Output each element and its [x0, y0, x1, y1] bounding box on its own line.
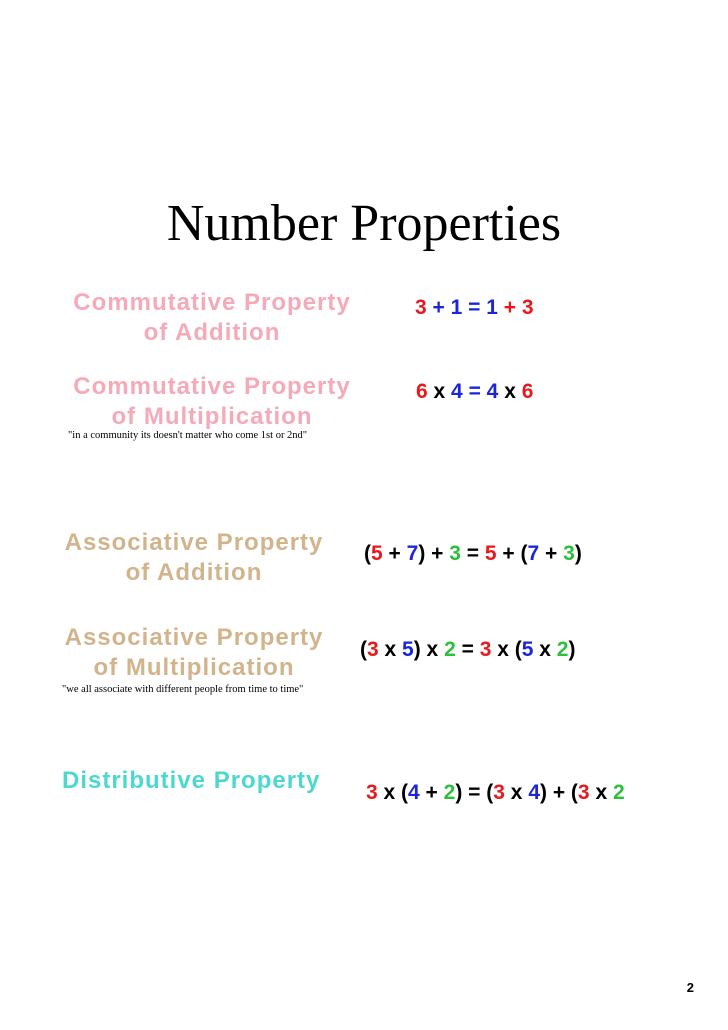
equation-token: + ( [496, 542, 528, 565]
equation-token: 4 [408, 781, 420, 804]
equation-token: 4 [486, 380, 499, 403]
distributive-label [62, 766, 332, 796]
equation-token: 6 [521, 380, 534, 403]
associative-multiplication-equation [360, 637, 575, 663]
equation-token: 3 [479, 638, 492, 661]
equation-token: 5 [371, 542, 383, 565]
distributive-equation [366, 780, 672, 806]
equation-token: = [462, 380, 487, 403]
property-subtitle: of Multiplication [93, 654, 295, 681]
equation-token: = [455, 638, 480, 661]
equation-token: 3 [577, 781, 590, 804]
property-name: Distributive Property [62, 767, 321, 794]
equation-token: = [462, 296, 487, 319]
equation-token: 1 [450, 296, 463, 319]
property-subtitle: of Addition [143, 319, 281, 346]
equation-token: = [460, 542, 485, 565]
commutative-quote: "in a community its doesn't matter who come 1st or 2nd" [68, 430, 308, 441]
associative-addition-equation [364, 541, 582, 567]
page-title: Number Properties [166, 195, 562, 252]
equation-token: 2 [443, 781, 456, 804]
equation-token: x ( [491, 638, 522, 661]
equation-token: 5 [402, 638, 414, 661]
equation-token: ) x [413, 638, 445, 661]
equation-token: 5 [521, 638, 534, 661]
equation-token: ( [360, 638, 367, 661]
equation-token: x [533, 638, 557, 661]
associative-addition-label [46, 528, 342, 588]
property-name: Associative Property [64, 529, 324, 556]
equation-token: ) + [418, 542, 450, 565]
equation-token: ) + ( [540, 781, 578, 804]
equation-token: ) = ( [455, 781, 494, 804]
property-name: Associative Property [64, 624, 324, 651]
equation-token: x ( [377, 781, 409, 804]
equation-token: x [504, 781, 529, 804]
equation-token: ) [568, 638, 576, 661]
equation-token: 3 [493, 781, 505, 804]
equation-token: x [427, 380, 452, 403]
equation-token: 4 [451, 380, 463, 403]
property-subtitle: of Multiplication [111, 403, 313, 430]
commutative-multiplication-label [64, 372, 360, 432]
associative-quote: "we all associate with different people from time to time" [62, 684, 304, 695]
equation-token: x [378, 638, 403, 661]
equation-token: + [419, 781, 444, 804]
equation-token: + [426, 296, 451, 319]
equation-token: + [497, 296, 522, 319]
equation-token: + [382, 542, 407, 565]
equation-token: x [498, 380, 522, 403]
commutative-multiplication-equation [416, 379, 533, 405]
property-name: Commutative Property [73, 373, 351, 400]
equation-token: 2 [556, 638, 569, 661]
equation-token: 3 [415, 296, 427, 319]
property-subtitle: of Addition [125, 559, 263, 586]
property-name: Commutative Property [73, 289, 351, 316]
page-number: 2 [686, 980, 694, 995]
equation-token: 2 [444, 638, 456, 661]
equation-token: 6 [416, 380, 428, 403]
equation-token: 3 [521, 296, 534, 319]
equation-token: 4 [528, 781, 540, 804]
equation-token: 7 [527, 542, 540, 565]
equation-token: ( [364, 542, 371, 565]
equation-token: ) [574, 542, 582, 565]
equation-token: 5 [484, 542, 497, 565]
equation-token: 3 [449, 542, 461, 565]
equation-token: x [589, 781, 613, 804]
equation-token: 2 [612, 781, 625, 804]
equation-token: 3 [563, 542, 575, 565]
associative-multiplication-label [46, 623, 342, 683]
equation-token: 1 [486, 296, 498, 319]
commutative-addition-label [64, 288, 360, 348]
equation-token: + [539, 542, 564, 565]
equation-token: 7 [406, 542, 419, 565]
commutative-addition-equation [415, 295, 534, 321]
equation-token: 3 [367, 638, 379, 661]
equation-token: 3 [366, 781, 378, 804]
